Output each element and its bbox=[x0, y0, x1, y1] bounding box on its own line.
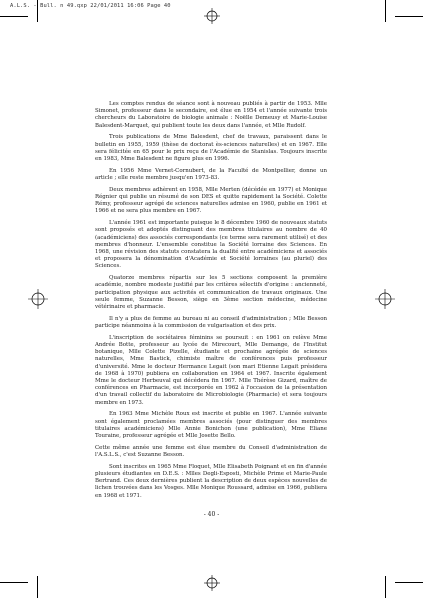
registration-mark-right-icon bbox=[375, 289, 395, 309]
registration-mark-top-icon bbox=[202, 6, 222, 26]
paragraph: Les comptes rendus de séance sont à nouveau publiés à partir de 1953. Mlle Simonet, professeur dans le secondaire, est élue en 1954 et l'année suivante trois chercheurs du Laboratoire de biologie animale : Noëlle Demeusy et Marie-Louise Balesdent-Marquet, qui publient toute les deux dans l'année, et Mlle Rudolf. bbox=[95, 101, 327, 129]
paragraph: En 1963 Mme Michèle Roux est inscrite et publie en 1967. L'année suivante sont également proclamées membres associés (pour distinguer des membres titulaires académiciens) Mlle Annie Bonichon (une publication), Mme Eliane Touraine, professeur agrégée et Mlle Josette Bello. bbox=[95, 411, 327, 440]
crop-mark-bottom-left-v bbox=[37, 576, 38, 598]
crop-mark-top-left-v bbox=[37, 0, 38, 22]
crop-mark-top-right-h bbox=[395, 16, 423, 17]
crop-mark-bottom-right-h bbox=[395, 582, 423, 583]
paragraph: Quatorze membres répartis sur les 5 sections composent la première académie, nombre modeste justifié par les critères sélectifs d'origine : ancienneté, participation physique aux activités et communication de travaux originaux. Une seule femme, Suzanne Besson, siège en 3ème section médecine, médecine vétérinaire et pharmacie. bbox=[95, 275, 327, 311]
paragraph: En 1956 Mme Vernet-Cornubert, de la Faculté de Montpellier, donne un article ; elle reste membre jusqu'en 1973-83. bbox=[95, 167, 327, 182]
registration-mark-left-icon bbox=[28, 289, 48, 309]
crop-mark-bottom-left-h bbox=[0, 582, 28, 583]
page-number: - 40 - bbox=[203, 511, 220, 518]
paragraph: L'année 1961 est importante puisque le 8 décembre 1960 de nouveaux statuts sont proposés et adoptés distinguant des membres titulaires au nombre de 40 (académiciens) des associés correspondants (ce terme sera rarement utilisé) et des membres d'honneur. L'ensemble constitue la Société lorraine des Sciences. En 1968, une révision des statuts constatera la dualité entre académiciens et associés et proposera la dénomination d'Académie et Société lorraines (au pluriel) des Sciences. bbox=[95, 220, 327, 270]
paragraph: Deux membres adhèrent en 1958, Mlle Merten (décédée en 1977) et Monique Régnier qui publie un résumé de son DES et quitte rapidement la Société. Colette Rémy, professeur agrégé de sciences naturelles admise en 1960, publie en 1961 et 1966 et ne sera plus membre en 1967. bbox=[95, 186, 327, 215]
paragraph: L'inscription de sociétaires féminins se poursuit : en 1961 on relève Mme Andrée Botte, professeur au lycée de Mirecourt, Mlle Demange, de l'Institut botanique, Mlle Colette Pizelle, étudiante et prochaine agrégée de sciences naturelles, Mme Bastick, chimiste maître de conférences puis professeur d'université. Mme le docteur Hermance Legait (son mari Etienne Legait présidera de 1968 à 1970) publiera en collaboration en 1964 et 1967. Inscrite également Mme le docteur Herbeuval qui décédera fin 1967. Mlle Thérèse Gizard, maître de conférences en Pharmacie, est incorporée en 1962 à l'occasion de la présentation d'un travail collectif du laboratoire de Microbiologie (Pharmacie) et sera toujours membre en 1973. bbox=[95, 334, 327, 406]
registration-mark-bottom-icon bbox=[202, 573, 222, 593]
crop-mark-top-right-v bbox=[385, 0, 386, 22]
paragraph: Sont inscrites en 1965 Mme Floquet, Mlle Elisabeth Poignant et en fin d'année plusieurs étudiantes en D.E.S. : Mlles Degli-Esposti, Michèle Prime et Marie-Paule Bertrand. Ces deux dernières publient la description de deux espèces nouvelles de lichen trouvées dans les Vosges. Mlle Monique Roussard, admise en 1966, publiera en 1968 et 1971. bbox=[95, 463, 327, 499]
body-text bbox=[95, 101, 327, 504]
paragraph: Cette même année une femme est élue membre du Conseil d'administration de l'A.S.L.S., c'est Suzanne Besson. bbox=[95, 444, 327, 459]
crop-mark-bottom-right-v bbox=[385, 576, 386, 598]
print-slug-line: A.L.S. - Bull. n 49.qxp 22/01/2011 16:06 Page 40 bbox=[10, 3, 171, 9]
paragraph: Il n'y a plus de femme au bureau ni au conseil d'administration ; Mlle Besson participe néanmoins à la commission de vulgarisation et des prix. bbox=[95, 315, 327, 330]
crop-mark-top-left-h bbox=[0, 16, 28, 17]
paragraph: Trois publications de Mme Balesdent, chef de travaux, paraissent dans le bulletin en 1955, 1959 (thèse de doctorat ès-sciences naturelles) et en 1967. Elle sera félicitée en 65 pour le prix reçu de l'Académie de Stanislas. Toujours inscrite en 1983, Mme Balesdent ne figure plus en 1996. bbox=[95, 134, 327, 163]
